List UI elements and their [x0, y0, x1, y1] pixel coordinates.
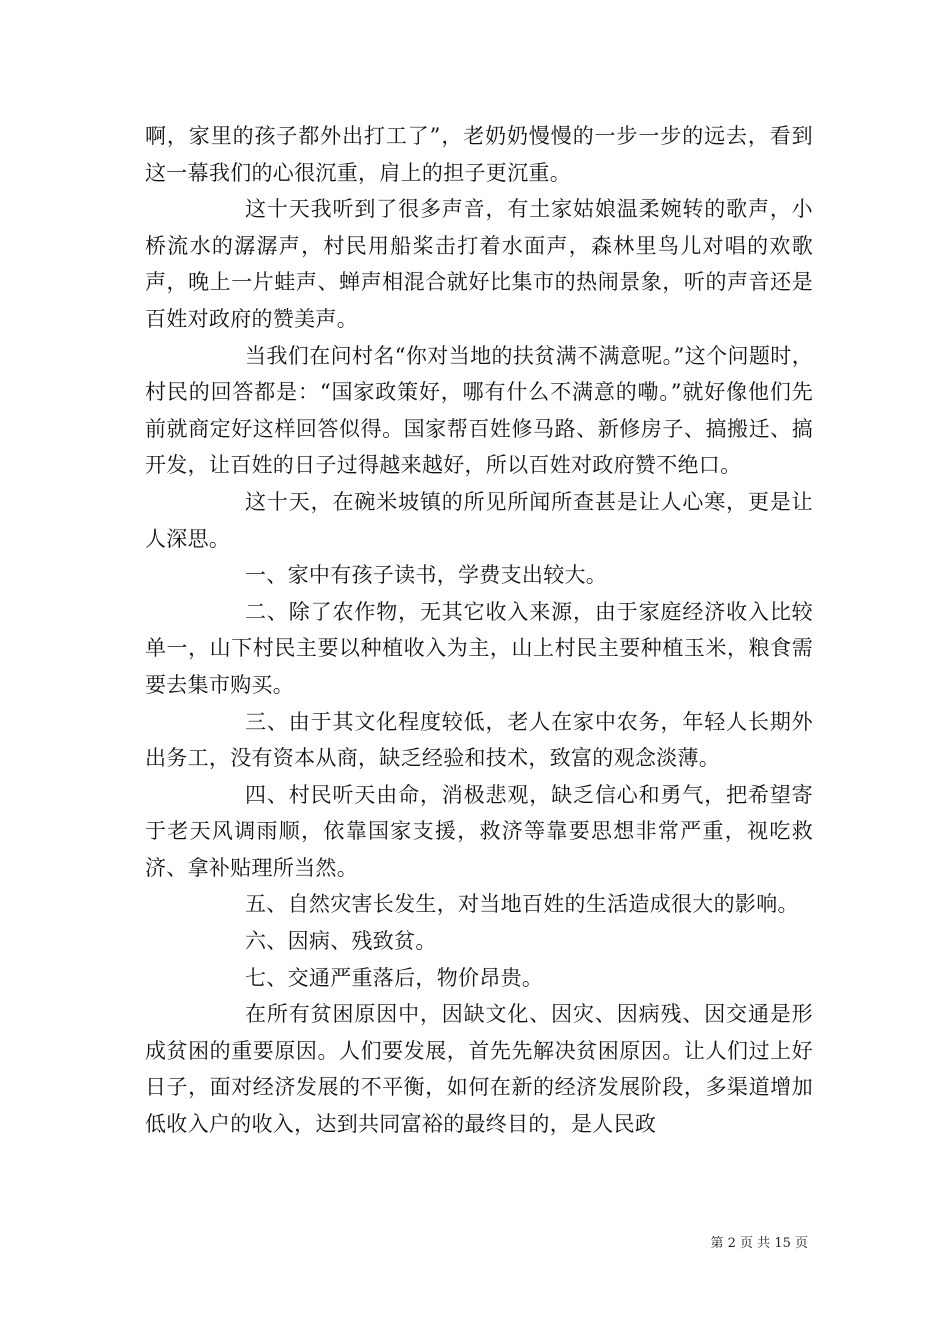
- paragraph-4: 这十天，在碗米坡镇的所见所闻所查甚是让人心寒，更是让人深思。: [145, 489, 813, 551]
- paragraph-1: 啊，家里的孩子都外出打工了”，老奶奶慢慢的一步一步的远去，看到这一幕我们的心很沉重，肩上的担子更沉重。: [145, 124, 813, 185]
- list-item-2: 二、除了农作物，无其它收入来源，由于家庭经济收入比较单一，山下村民主要以种植收入为主，山上村民主要种植玉米，粮食需要去集市购买。: [145, 599, 813, 697]
- paragraph-2: 这十天我听到了很多声音，有土家姑娘温柔婉转的歌声，小桥流水的潺潺声，村民用船桨击打着水面声，森林里鸟儿对唱的欢歌声，晚上一片蛙声、蝉声相混合就好比集市的热闹景象，听的声音还是百姓对政府的赞美声。: [145, 197, 813, 331]
- paragraph-3: 当我们在问村名“你对当地的扶贫满不满意呢。”这个问题时，村民的回答都是：“国家政策好，哪有什么不满意的嘞。”就好像他们先前就商定好这样回答似得。国家帮百姓修马路、新修房子、搞搬迁、搞开发，让百姓的日子过得越来越好，所以百姓对政府赞不绝口。: [145, 343, 813, 478]
- document-body: [145, 118, 813, 1143]
- list-item-5: 五、自然灾害长发生，对当地百姓的生活造成很大的影响。: [245, 892, 799, 917]
- list-item-4: 四、村民听天由命，消极悲观，缺乏信心和勇气，把希望寄于老天风调雨顺，依靠国家支援，救济等靠要思想非常严重，视吃救济、拿补贴理所当然。: [145, 782, 813, 880]
- list-item-1: 一、家中有孩子读书，学费支出较大。: [245, 563, 608, 588]
- list-item-7: 七、交通严重落后，物价昂贵。: [245, 965, 544, 990]
- list-item-6: 六、因病、残致贫。: [245, 929, 437, 954]
- paragraph-conclusion: 在所有贫困原因中，因缺文化、因灾、因病残、因交通是形成贫困的重要原因。人们要发展，首先先解决贫困原因。让人们过上好日子，面对经济发展的不平衡，如何在新的经济发展阶段，多渠道增加低收入户的收入，达到共同富裕的最终目的，是人民政: [145, 1002, 813, 1137]
- list-item-3: 三、由于其文化程度较低，老人在家中农务，年轻人长期外出务工，没有资本从商，缺乏经验和技术，致富的观念淡薄。: [145, 709, 813, 771]
- page-number-footer: 第 2 页 共 15 页: [710, 1236, 808, 1251]
